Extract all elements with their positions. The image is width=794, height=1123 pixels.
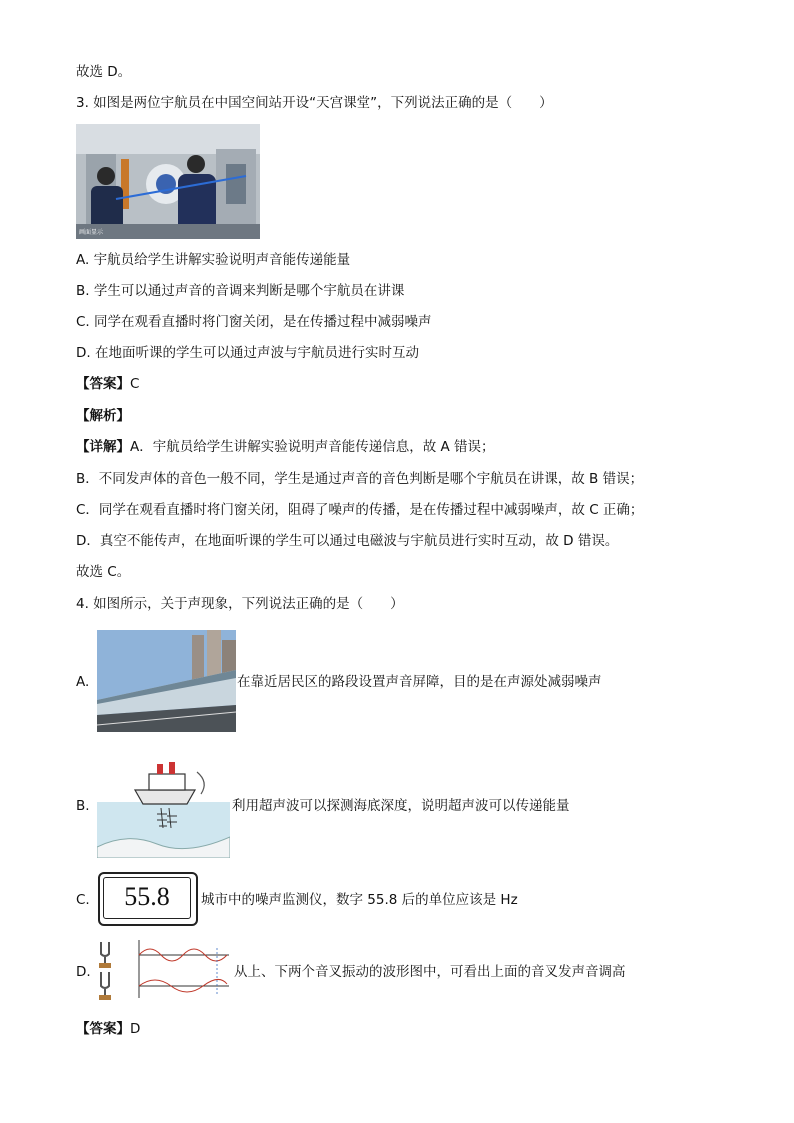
ship-sonar-illustration bbox=[97, 752, 230, 858]
q3-option-a: A. 宇航员给学生讲解实验说明声音能传递能量 bbox=[76, 252, 351, 268]
q3-option-d: D. 在地面听课的学生可以通过声波与宇航员进行实时互动 bbox=[76, 345, 419, 361]
q4-answer bbox=[76, 1019, 140, 1039]
answer-label: 【答案】 bbox=[76, 376, 130, 392]
answer-value: D bbox=[130, 1021, 141, 1037]
q3-analysis-label: 【解析】 bbox=[76, 408, 130, 424]
q3-conclusion: 故选 C。 bbox=[76, 564, 131, 580]
q4-option-b-text: 利用超声波可以探测海底深度，说明超声波可以传递能量 bbox=[232, 798, 570, 814]
prev-conclusion: 故选 D。 bbox=[76, 64, 132, 80]
detail-label: 【详解】 bbox=[76, 439, 130, 455]
q4-stem: 4. 如图所示，关于声现象，下列说法正确的是（ ） bbox=[76, 596, 404, 612]
answer-label: 【答案】 bbox=[76, 1021, 130, 1037]
q3-option-b: B. 学生可以通过声音的音调来判断是哪个宇航员在讲课 bbox=[76, 283, 405, 299]
q3-stem: 3. 如图是两位宇航员在中国空间站开设“天宫课堂”，下列说法正确的是（ ） bbox=[76, 95, 553, 111]
q4-option-d-text: 从上、下两个音叉振动的波形图中，可看出上面的音叉发声音调高 bbox=[234, 964, 626, 980]
space-station-photo bbox=[76, 124, 260, 239]
q3-option-c: C. 同学在观看直播时将门窗关闭，是在传播过程中减弱噪声 bbox=[76, 314, 432, 330]
q3-detail-b: B．不同发声体的音色一般不同，学生是通过声音的音色判断是哪个宇航员在讲课，故 B 错误； bbox=[76, 471, 644, 487]
q4-option-a-text: 在靠近居民区的路段设置声音屏障，目的是在声源处减弱噪声 bbox=[237, 674, 602, 690]
q4-option-d-letter: D. bbox=[76, 964, 91, 980]
q4-option-c-letter: C. bbox=[76, 892, 90, 908]
detail-text: A．宇航员给学生讲解实验说明声音能传递信息，故 A 错误； bbox=[130, 439, 495, 455]
tuning-fork-waveforms bbox=[95, 938, 233, 1002]
q3-detail-a bbox=[76, 437, 495, 457]
q3-answer bbox=[76, 374, 139, 394]
photo-caption: 画面显示 bbox=[79, 229, 104, 236]
monitor-value: 55.8 bbox=[124, 882, 170, 911]
noise-monitor-display bbox=[98, 872, 198, 926]
q3-detail-d: D．真空不能传声，在地面听课的学生可以通过电磁波与宇航员进行实时互动，故 D 错误。 bbox=[76, 533, 619, 549]
answer-value: C bbox=[130, 376, 140, 392]
q4-option-b-letter: B. bbox=[76, 798, 90, 814]
noise-barrier-photo bbox=[97, 630, 236, 732]
q4-option-c-text: 城市中的噪声监测仪，数字 55.8 后的单位应该是 Hz bbox=[201, 892, 518, 908]
q4-option-a-letter: A. bbox=[76, 674, 90, 690]
q3-detail-c: C．同学在观看直播时将门窗关闭，阻碍了噪声的传播，是在传播过程中减弱噪声，故 C 正确； bbox=[76, 502, 644, 518]
